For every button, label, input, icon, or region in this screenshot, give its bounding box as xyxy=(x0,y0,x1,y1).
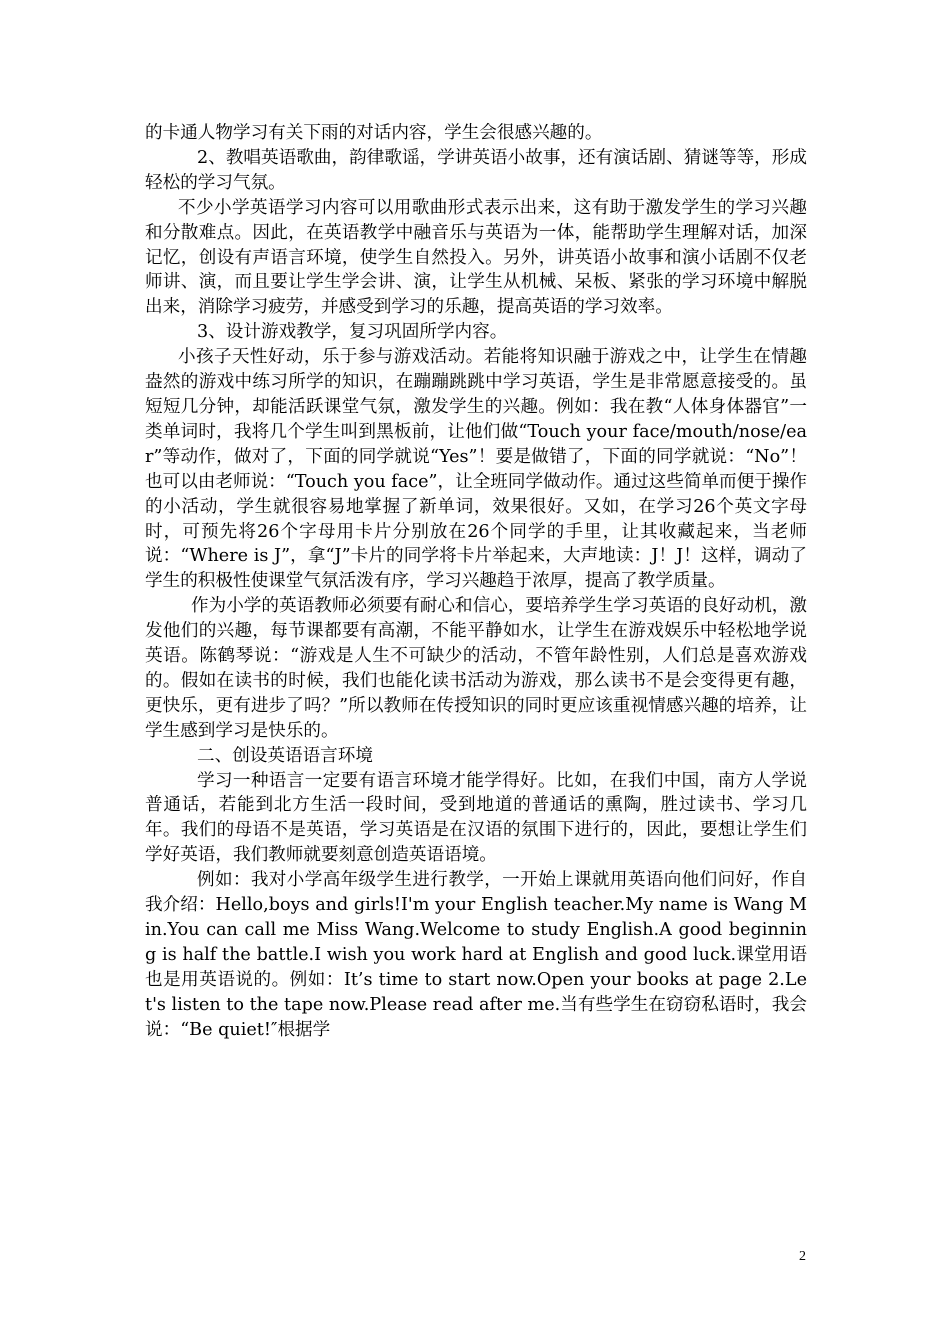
page-number: 2 xyxy=(799,1249,806,1264)
paragraph-4: 3、设计游戏教学，复习巩固所学内容。 xyxy=(197,322,508,343)
paragraph-6: 作为小学的英语教师必须要有耐心和信心，要培养学生学习英语的良好动机，激发他们的兴趣，每节课都要有高潮，不能平静如水，让学生在游戏娱乐中轻松地学说英语。陈鹤琴说：“游戏是人生不可缺少的活动，不管年龄性别，人们总是喜欢游戏的。假如在读书的时候，我们也能化读书活动为游戏，那么读书不是会变得更有趣，更快乐，更有进步了吗？”所以教师在传授知识的同时更应该重视情感兴趣的培养，让学生感到学习是快乐的。 xyxy=(145,596,807,741)
paragraph-5: 小孩子天性好动，乐于参与游戏活动。若能将知识融于游戏之中，让学生在情趣盎然的游戏中练习所学的知识，在蹦蹦跳跳中学习英语，学生是非常愿意接受的。虽短短几分钟，却能活跃课堂气氛，激发学生的兴趣。例如：我在教“人体身体器官”一类单词时，我将几个学生叫到黑板前，让他们做“Touch your face/mouth/nose/ear”等动作，做对了，下面的同学就说“Yes”！要是做错了，下面的同学就说：“No”！也可以由老师说：“Touch you face”，让全班同学做动作。通过这些简单而便于操作的小活动，学生就很容易地掌握了新单词，效果很好。又如，在学习26个英文字母时，可预先将26个字母用卡片分别放在26个同学的手里，让其收藏起来，当老师说：“Where is J”，拿“J”卡片的同学将卡片举起来，大声地读：J！J！这样，调动了学生的积极性使课堂气氛活泼有序，学习兴趣趋于浓厚，提高了教学质量。 xyxy=(145,347,808,592)
paragraph-8: 学习一种语言一定要有语言环境才能学得好。比如，在我们中国，南方人学说普通话，若能到北方生活一段时间，受到地道的普通话的熏陶，胜过读书、学习几年。我们的母语不是英语，学习英语是在汉语的氛围下进行的，因此，要想让学生们学好英语，我们教师就要刻意创造英语语境。 xyxy=(145,770,807,866)
paragraph-3: 不少小学英语学习内容可以用歌曲形式表示出来，这有助于激发学生的学习兴趣和分散难点。因此，在英语教学中融音乐与英语为一体，能帮助学生理解对话，加深记忆，创设有声语言环境，使学生自然投入。另外，讲英语小故事和演小话剧不仅老师讲、演，而且要让学生学会讲、演，让学生从机械、呆板、紧张的学习环境中解脱出来，消除学习疲劳，并感受到学习的乐趣，提高英语的学习效率。 xyxy=(145,197,807,318)
paragraph-9: 例如：我对小学高年级学生进行教学，一开始上课就用英语向他们问好，作自我介绍：Hello,boys and girls!I'm your English teacher.My name is Wang Min.You can call me Miss Wang.Welcome to study English.A good beginning is half the battle.I wish you work hard at English and good luck.课堂用语也是用英语说的。例如：It’s time to start now.Open your books at page 2.Let's listen to the tape now.Please read after me.当有些学生在窃窃私语时，我会说：“Be quiet!″根据学 xyxy=(145,870,807,1040)
paragraph-1: 的卡通人物学习有关下雨的对话内容，学生会很感兴趣的。 xyxy=(145,123,603,143)
section-heading: 二、创设英语语言环境 xyxy=(197,745,373,766)
document-body xyxy=(145,121,807,1043)
paragraph-2: 2、教唱英语歌曲，韵律歌谣，学讲英语小故事，还有演话剧、猜谜等等，形成轻松的学习气氛。 xyxy=(145,147,807,193)
